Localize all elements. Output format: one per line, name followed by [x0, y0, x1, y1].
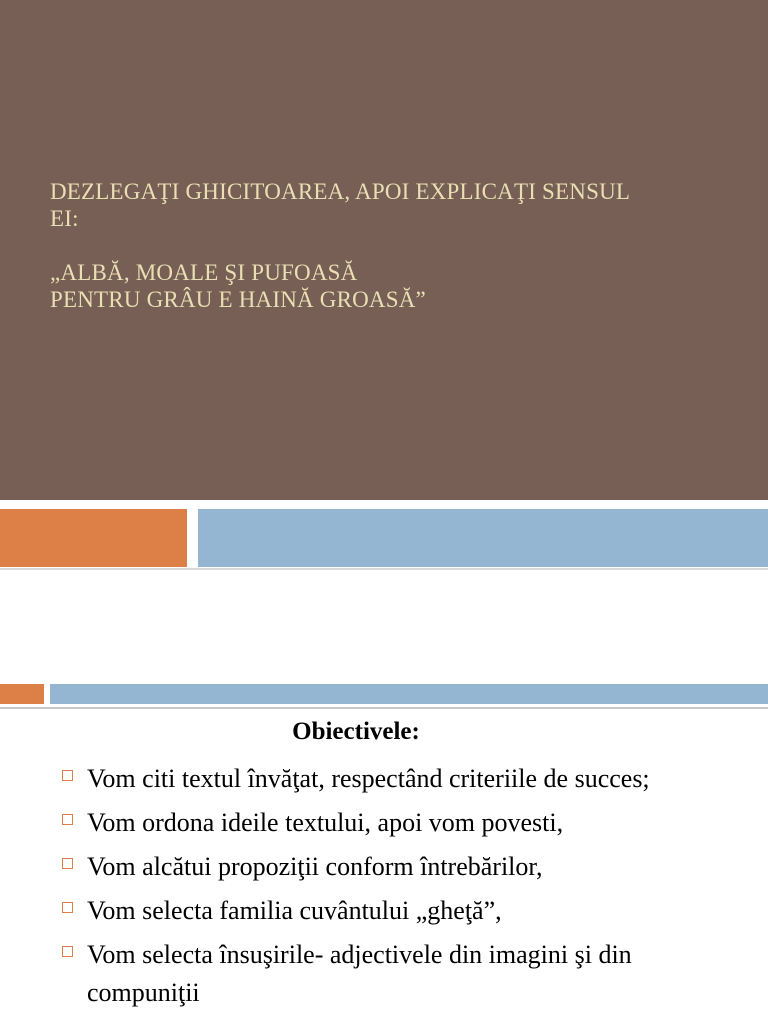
objective-item-4 — [60, 892, 700, 930]
slide-1-title-area — [0, 0, 768, 500]
objectives-title: Obiectivele: — [292, 718, 420, 745]
riddle-spacer — [50, 232, 740, 259]
objective-text-1: Vom citi textul învăţat, respectând criteriile de succes; — [87, 764, 650, 793]
slide-1-orange-accent-bar — [0, 509, 187, 567]
objectives-list — [60, 760, 700, 1018]
objective-text-2: Vom ordona ideile textului, apoi vom povesti, — [87, 808, 564, 837]
objective-item-3 — [60, 848, 700, 886]
hollow-square-bullet-icon — [62, 814, 73, 825]
hollow-square-bullet-icon — [62, 902, 73, 913]
objective-text-5: Vom selecta însuşirile- adjectivele din imagini şi din compuniţii — [87, 940, 632, 1007]
riddle-line-1: DEZLEGAŢI GHICITOAREA, APOI EXPLICAŢI SENSUL — [50, 179, 631, 204]
slide-2-blue-accent-bar — [50, 684, 768, 704]
hollow-square-bullet-icon — [62, 770, 73, 781]
riddle-line-4: PENTRU GRÂU E HAINĂ GROASĂ” — [50, 287, 426, 312]
slide-1-divider — [0, 568, 768, 570]
slide-1-blue-accent-bar — [198, 509, 768, 567]
objective-text-4: Vom selecta familia cuvântului „gheţă”, — [87, 896, 502, 925]
objective-item-2 — [60, 804, 700, 842]
riddle-text — [50, 178, 740, 313]
hollow-square-bullet-icon — [62, 946, 73, 957]
objective-item-1 — [60, 760, 700, 798]
riddle-line-3: „ALBĂ, MOALE ŞI PUFOASĂ — [50, 260, 358, 285]
hollow-square-bullet-icon — [62, 858, 73, 869]
slide-2-orange-accent-bar — [0, 684, 44, 704]
objective-item-5 — [60, 936, 700, 1012]
riddle-line-2: EI: — [50, 206, 79, 231]
objective-text-3: Vom alcătui propoziţii conform întrebărilor, — [87, 852, 543, 881]
slide-2-divider — [0, 707, 768, 709]
